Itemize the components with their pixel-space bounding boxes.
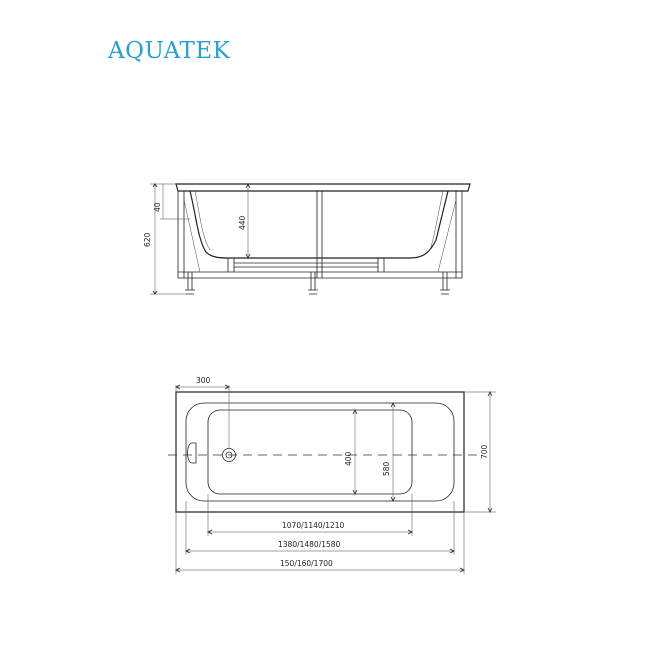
dim-total-height: 620 — [143, 232, 152, 247]
dim-drain-offset: 300 — [196, 376, 211, 385]
top-inner-contour — [186, 403, 454, 501]
overflow-outlet — [188, 443, 197, 463]
side-rim — [176, 184, 470, 191]
top-bowl-bottom — [208, 410, 412, 494]
dim-rim-height: 40 — [153, 202, 162, 212]
side-frame-right — [456, 191, 462, 278]
side-frame-left — [178, 191, 184, 278]
side-legs — [185, 272, 450, 294]
dim-bowl-width: 400 — [344, 451, 353, 466]
side-view — [143, 184, 470, 294]
dim-total-length: 150/160/1700 — [280, 559, 333, 568]
dim-bottom-length: 1070/1140/1210 — [282, 521, 345, 530]
side-bowl — [190, 191, 448, 258]
dim-inner-length: 1380/1480/1580 — [278, 540, 341, 549]
dim-inner-width: 580 — [382, 461, 391, 476]
dim-total-width: 700 — [480, 444, 489, 459]
top-view — [168, 376, 496, 574]
brand-logo: AQUATEK — [108, 38, 231, 64]
dim-depth: 440 — [238, 215, 247, 230]
